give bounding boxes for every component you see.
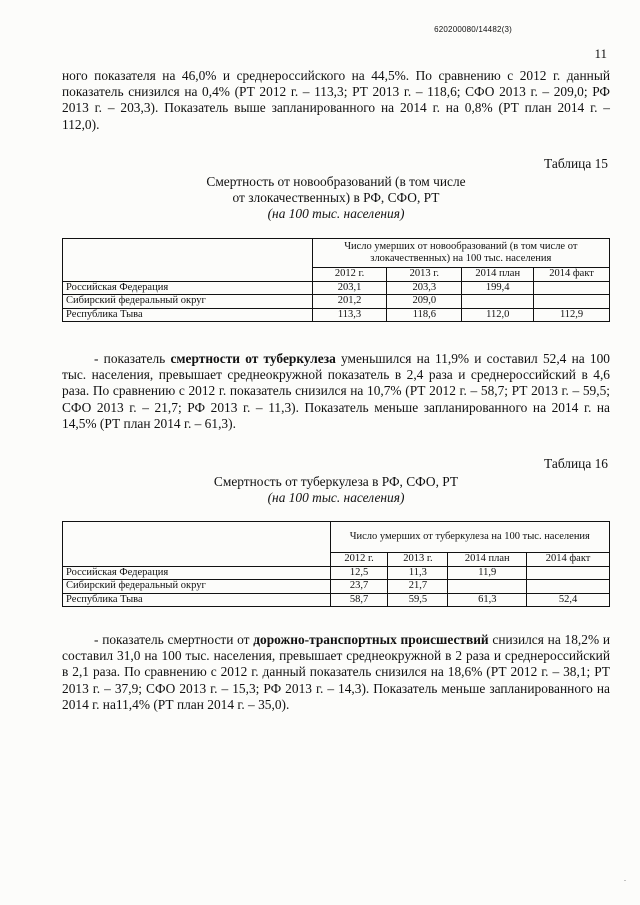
row-label: Российская Федерация: [63, 566, 331, 580]
column-header: 2014 план: [462, 268, 534, 282]
row-label: Республика Тыва: [63, 308, 313, 322]
cell-value: [534, 295, 610, 309]
table-header-row: [63, 239, 610, 268]
table-15-subtitle: (на 100 тыс. населения): [267, 206, 405, 222]
text-span: - показатель: [94, 351, 171, 366]
table-16-number: Таблица 16: [544, 456, 608, 471]
column-header: 2014 факт: [534, 268, 610, 282]
row-label: Сибирский федеральный округ: [63, 580, 331, 594]
table-16-subtitle: (на 100 тыс. населения): [267, 490, 405, 506]
table-corner-cell: [63, 239, 313, 282]
paragraph-road-accidents: [62, 632, 610, 713]
cell-value: 23,7: [330, 580, 388, 594]
column-header: 2012 г.: [312, 268, 387, 282]
table-group-header: Число умерших от новообразований (в том числе от злокачественных) на 100 тыс. населения: [312, 239, 609, 268]
cell-value: 11,3: [388, 566, 448, 580]
table-row: [63, 295, 610, 309]
column-header: 2012 г.: [330, 553, 388, 567]
column-header: 2013 г.: [387, 268, 462, 282]
column-header: 2014 план: [448, 553, 527, 567]
table-15: [62, 238, 610, 322]
cell-value: 58,7: [330, 593, 388, 607]
table-16-title: [62, 474, 610, 506]
bold-term: смертности от туберкулеза: [170, 351, 336, 366]
table-group-header: Число умерших от туберкулеза на 100 тыс. населения: [330, 522, 609, 553]
table-row: [63, 281, 610, 295]
table-row: [63, 308, 610, 322]
column-header: 2014 факт: [527, 553, 610, 567]
text-span: - показатель смертности от: [94, 632, 254, 647]
cell-value: [448, 580, 527, 594]
cell-value: [527, 580, 610, 594]
cell-value: 112,9: [534, 308, 610, 322]
cell-value: 199,4: [462, 281, 534, 295]
cell-value: 113,3: [312, 308, 387, 322]
cell-value: 11,9: [448, 566, 527, 580]
row-label: Республика Тыва: [63, 593, 331, 607]
cell-value: 12,5: [330, 566, 388, 580]
cell-value: 52,4: [527, 593, 610, 607]
column-header: 2013 г.: [388, 553, 448, 567]
cell-value: 209,0: [387, 295, 462, 309]
document-code: 620200080/14482(3): [434, 25, 512, 34]
cell-value: [534, 281, 610, 295]
cell-value: 61,3: [448, 593, 527, 607]
cell-value: 201,2: [312, 295, 387, 309]
table-row: [63, 566, 610, 580]
paragraph-intro: ного показателя на 46,0% и среднероссийского на 44,5%. По сравнению с 2012 г. данный показатель снизился на 0,4% (РТ 2012 г. – 113,3; РТ 2013 г. – 118,6; СФО 2013 г. – 209,0; РФ 2013 г. – 203,3). Показатель выше запланированного на 2014 г. на 0,8% (РТ план 2014 г. – 112,0).: [62, 68, 610, 132]
row-label: Сибирский федеральный округ: [63, 295, 313, 309]
cell-value: [527, 566, 610, 580]
text-span: уменьшился на 11,9% и составил 52,4 на 100 тыс. населения, превышает среднеокружной показатель в 2,4 раза и среднероссийский в 4,6 раза. По сравнению с 2012 г. показатель снизился на 10,7% (РТ 2012 г. – 58,7; РТ 2013 г. – 59,5; СФО 2013 г. – 21,7; РФ 2013 г. – 11,3). Показатель меньше запланированного на 2014 г. на 14,5% (РТ план 2014 г. – 61,3).: [62, 351, 611, 431]
row-label: Российская Федерация: [63, 281, 313, 295]
cell-value: 203,1: [312, 281, 387, 295]
table-15-title: [62, 174, 610, 223]
table-16: [62, 521, 610, 607]
table-15-number: Таблица 15: [544, 156, 608, 171]
cell-value: [462, 295, 534, 309]
cell-value: 59,5: [388, 593, 448, 607]
table-row: [63, 593, 610, 607]
table-15-title-line-2: от злокачественных) в РФ, СФО, РТ: [232, 190, 440, 206]
cell-value: 21,7: [388, 580, 448, 594]
text-span: снизился на 18,2% и составил 31,0 на 100 тыс. населения, превышает среднеокружной в 2 раза и среднероссийский в 2,1 раза. По сравнению с 2012 г. данный показатель снизился на 18,6% (РТ 2012 г. – 38,1; РТ 2013 г. – 37,9; СФО 2013 г. – 15,3; РФ 2013 г. – 14,3). Показатель меньше запланированного на 2014 г. на11,4% (РТ план 2014 г. – 35,0).: [62, 632, 611, 712]
table-15-title-line-1: Смертность от новообразований (в том числе: [206, 174, 466, 189]
bold-term: дорожно-транспортных происшествий: [253, 632, 489, 647]
table-header-row: [63, 522, 610, 553]
cell-value: 118,6: [387, 308, 462, 322]
table-corner-cell: [63, 522, 331, 567]
table-16-title-line: Смертность от туберкулеза в РФ, СФО, РТ: [213, 474, 459, 489]
cell-value: 203,3: [387, 281, 462, 295]
paragraph-tuberculosis: [62, 351, 610, 432]
table-row: [63, 580, 610, 594]
page-number: 11: [594, 46, 607, 61]
scan-mark: .: [624, 874, 626, 883]
cell-value: 112,0: [462, 308, 534, 322]
